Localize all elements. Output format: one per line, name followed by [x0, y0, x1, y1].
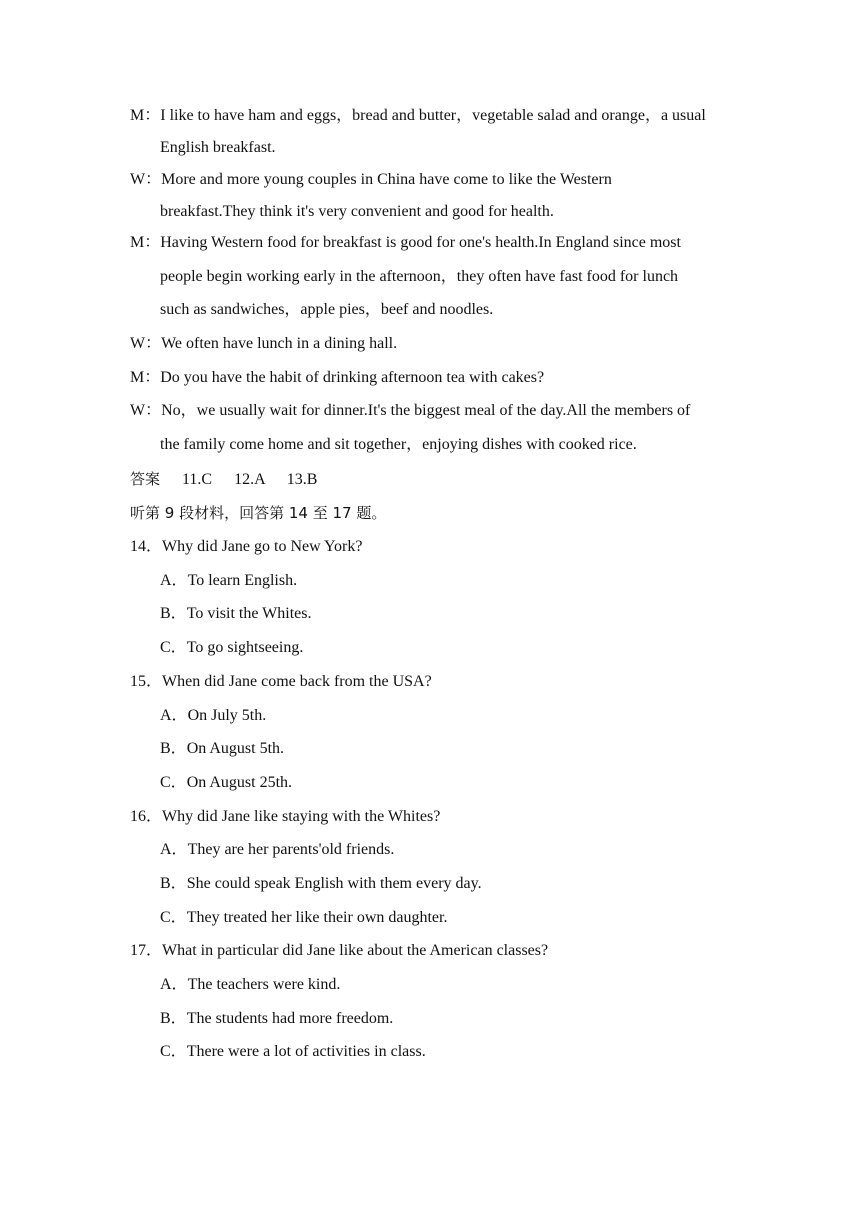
speaker-label: W：: [130, 335, 162, 352]
option-letter: C．: [160, 909, 187, 926]
question-item: [130, 941, 548, 961]
dialogue-line: [130, 233, 681, 253]
option-item: [160, 840, 394, 860]
option-text: They treated her like their own daughter.: [186, 909, 448, 926]
question-item: [130, 807, 440, 827]
question-text: What in particular did Jane like about the American classes?: [162, 942, 549, 959]
dialogue-line: [130, 401, 690, 421]
option-text: On August 5th.: [186, 740, 285, 757]
option-letter: A．: [160, 976, 188, 993]
question-text: Why did Jane go to New York?: [162, 538, 363, 555]
option-letter: B．: [160, 875, 187, 892]
question-item: [130, 672, 432, 692]
dialogue-text: Having Western food for breakfast is good for one's health.In England since most: [160, 234, 681, 251]
option-text: On July 5th.: [187, 707, 267, 724]
option-item: [160, 638, 303, 658]
option-text: To visit the Whites.: [186, 605, 312, 622]
dialogue-text: such as sandwiches，apple pies，beef and noodles.: [160, 301, 494, 318]
answer-value: 12.A: [234, 471, 265, 488]
answer-label: 答案: [130, 470, 161, 488]
option-text: They are her parents'old friends.: [187, 841, 395, 858]
dialogue-line: [160, 300, 493, 320]
option-item: [160, 975, 340, 995]
option-text: On August 25th.: [186, 774, 293, 791]
dialogue-text: We often have lunch in a dining hall.: [161, 335, 398, 352]
dialogue-text: More and more young couples in China have come to like the Western: [161, 171, 612, 188]
option-text: To go sightseeing.: [186, 639, 304, 656]
dialogue-text: Do you have the habit of drinking afternoon tea with cakes?: [160, 369, 545, 386]
speaker-label: M：: [130, 107, 161, 124]
option-text: To learn English.: [187, 572, 298, 589]
question-number: 14．: [130, 538, 163, 555]
dialogue-line: [130, 106, 706, 126]
option-item: [160, 1009, 393, 1029]
option-item: [160, 773, 292, 793]
question-text: Why did Jane like staying with the Whites?: [162, 808, 441, 825]
option-letter: A．: [160, 707, 188, 724]
option-item: [160, 571, 297, 591]
option-letter: B．: [160, 1010, 187, 1027]
option-item: [160, 604, 311, 624]
question-item: [130, 537, 362, 557]
speaker-label: W：: [130, 171, 162, 188]
option-letter: A．: [160, 572, 188, 589]
option-letter: B．: [160, 740, 187, 757]
option-item: [160, 739, 284, 759]
option-item: [160, 706, 266, 726]
option-text: She could speak English with them every day.: [186, 875, 482, 892]
dialogue-text: the family come home and sit together，enjoying dishes with cooked rice.: [160, 436, 637, 453]
question-number: 16．: [130, 808, 163, 825]
dialogue-text: I like to have ham and eggs，bread and butter，vegetable salad and orange，a usual: [160, 107, 706, 124]
option-letter: B．: [160, 605, 187, 622]
dialogue-text: No，we usually wait for dinner.It's the biggest meal of the day.All the members of: [161, 402, 691, 419]
question-text: When did Jane come back from the USA?: [162, 673, 432, 690]
option-letter: C．: [160, 774, 187, 791]
dialogue-line: [160, 435, 637, 455]
option-letter: A．: [160, 841, 188, 858]
option-item: [160, 1042, 426, 1062]
answer-value: 11.C: [182, 471, 213, 488]
option-letter: C．: [160, 639, 187, 656]
answer-line: [130, 469, 317, 490]
dialogue-line: [160, 138, 276, 158]
dialogue-line: [130, 170, 612, 190]
dialogue-text: English breakfast.: [160, 139, 276, 156]
option-text: The teachers were kind.: [187, 976, 341, 993]
option-text: The students had more freedom.: [186, 1010, 394, 1027]
answer-value: 13.B: [286, 471, 318, 488]
speaker-label: M：: [130, 369, 161, 386]
speaker-label: M：: [130, 234, 161, 251]
dialogue-line: [130, 334, 397, 354]
dialogue-text: people begin working early in the afternoon，they often have fast food for lunch: [160, 268, 679, 285]
section-instruction: 听第 9 段材料，回答第 14 至 17 题。: [130, 504, 387, 522]
question-number: 17．: [130, 942, 163, 959]
option-item: [160, 874, 482, 894]
dialogue-line: [160, 202, 554, 222]
option-item: [160, 908, 447, 928]
question-number: 15．: [130, 673, 163, 690]
dialogue-line: [130, 368, 544, 388]
dialogue-line: [160, 267, 678, 287]
option-text: There were a lot of activities in class.: [186, 1043, 426, 1060]
speaker-label: W：: [130, 402, 162, 419]
option-letter: C．: [160, 1043, 187, 1060]
dialogue-text: breakfast.They think it's very convenient and good for health.: [160, 203, 554, 220]
